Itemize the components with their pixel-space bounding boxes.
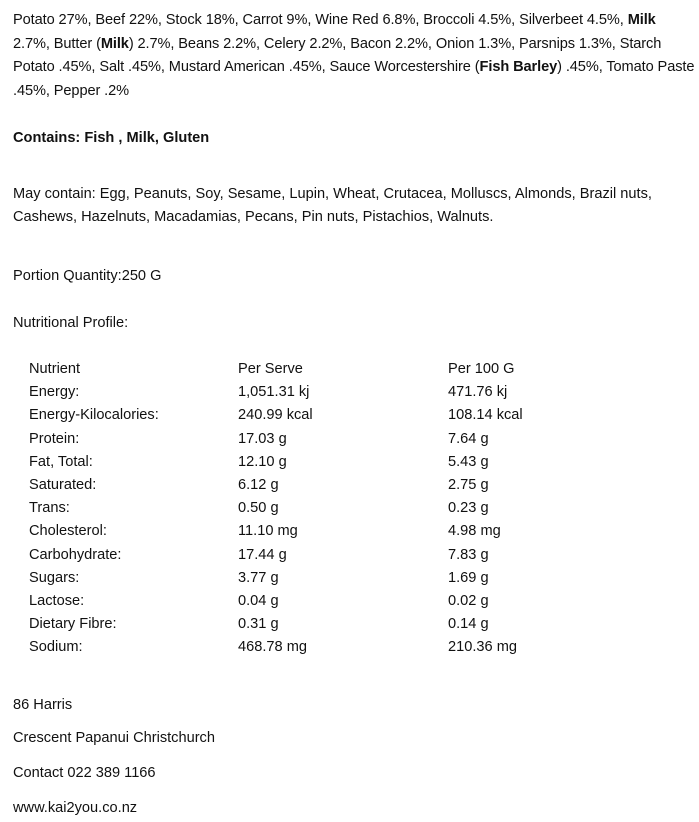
per-serve-value: 12.10 g [238, 453, 287, 470]
per-serve-value: 11.10 mg [238, 523, 298, 540]
per-serve-value: 468.78 mg [238, 639, 307, 656]
per-serve-value: 3.77 g [238, 569, 279, 586]
nutrition-row [25, 567, 608, 590]
nutrient-name: Protein: [29, 430, 80, 447]
allergen-may-contain: May contain: Egg, Peanuts, Soy, Sesame, Lupin, Wheat, Crutacea, Molluscs, Almonds, Brazil nuts, Cashews, Hazelnuts, Macadamias, Pecans, Pin nuts, Pistachios, Walnuts. [13, 186, 652, 225]
nutrition-row [25, 590, 608, 613]
per-100g-value: 0.02 g [448, 593, 489, 610]
nutrient-name: Energy-Kilocalories: [29, 407, 159, 424]
nutritional-profile-title: Nutritional Profile: [13, 315, 129, 331]
nutrition-header-row [25, 358, 608, 381]
nutrient-name: Energy: [29, 384, 80, 401]
header-nutrient: Nutrient [29, 361, 81, 377]
address-line-2: Crescent Papanui Christchurch [13, 730, 215, 746]
nutrition-row [25, 520, 608, 543]
nutrient-name: Carbohydrate: [29, 546, 122, 563]
header-per-serve: Per Serve [238, 361, 303, 377]
allergen-contains: Contains: Fish , Milk, Gluten [13, 130, 210, 146]
per-100g-value: 471.76 kj [448, 384, 508, 401]
per-100g-value: 5.43 g [448, 453, 489, 470]
contact-phone: Contact 022 389 1166 [13, 765, 156, 781]
nutrient-name: Cholesterol: [29, 523, 107, 540]
nutrient-name: Dietary Fibre: [29, 616, 117, 633]
per-serve-value: 0.50 g [238, 500, 279, 517]
allergen-highlight: Milk [100, 35, 129, 52]
nutrition-row [25, 381, 608, 404]
address-line-1: 86 Harris [13, 697, 73, 713]
per-100g-value: 7.64 g [448, 430, 489, 447]
per-serve-value: 1,051.31 kj [238, 384, 310, 401]
website-link[interactable]: www.kai2you.co.nz [13, 800, 138, 816]
nutrition-row [25, 474, 608, 497]
per-100g-value: 0.23 g [448, 500, 489, 517]
nutrition-row [25, 636, 608, 659]
nutrient-name: Lactose: [29, 593, 85, 610]
nutrition-row [25, 613, 608, 636]
ingredient-text: 2.7%, Butter ( [13, 35, 101, 52]
nutrition-table [25, 358, 608, 660]
per-serve-value: 240.99 kcal [238, 407, 313, 424]
per-100g-value: 0.14 g [448, 616, 489, 633]
ingredient-text: Potato 27%, Beef 22%, Stock 18%, Carrot 9%, Wine Red 6.8%, Broccoli 4.5%, Silverbeet 4.5%, [13, 12, 628, 28]
per-100g-value: 7.83 g [448, 546, 489, 563]
nutrition-row [25, 544, 608, 567]
nutrient-name: Fat, Total: [29, 453, 93, 470]
nutrient-name: Sodium: [29, 639, 83, 656]
allergen-highlight: Fish Barley [479, 59, 558, 75]
per-100g-value: 1.69 g [448, 569, 489, 586]
label-page [13, 9, 695, 816]
per-100g-value: 2.75 g [448, 477, 489, 494]
nutrition-row [25, 404, 608, 427]
nutrient-name: Trans: [29, 500, 70, 517]
per-100g-value: 108.14 kcal [448, 407, 523, 424]
per-serve-value: 17.44 g [238, 546, 287, 563]
nutrition-row [25, 497, 608, 520]
nutrition-row [25, 428, 608, 451]
ingredient-text: ) .45%, Tomato Paste .45%, Pepper .2% [13, 59, 695, 99]
ingredients-list [13, 9, 695, 103]
per-100g-value: 210.36 mg [448, 639, 517, 656]
nutrient-name: Saturated: [29, 477, 97, 494]
allergen-highlight: Milk [627, 12, 656, 28]
per-100g-value: 4.98 mg [448, 523, 501, 540]
nutrient-name: Sugars: [29, 569, 80, 586]
per-serve-value: 6.12 g [238, 477, 279, 494]
nutrition-row [25, 451, 608, 474]
ingredient-text: ) 2.7%, Beans 2.2%, Celery 2.2%, Bacon 2.2%, Onion 1.3%, Parsnips 1.3%, Starch Potato .45%, Salt .45%, Mustard American .45%, Sauce Worcestershire ( [13, 35, 662, 75]
header-per-100g: Per 100 G [448, 361, 515, 377]
per-serve-value: 0.04 g [238, 593, 279, 610]
per-serve-value: 0.31 g [238, 616, 279, 633]
per-serve-value: 17.03 g [238, 430, 287, 447]
portion-quantity: Portion Quantity:250 G [13, 268, 162, 284]
